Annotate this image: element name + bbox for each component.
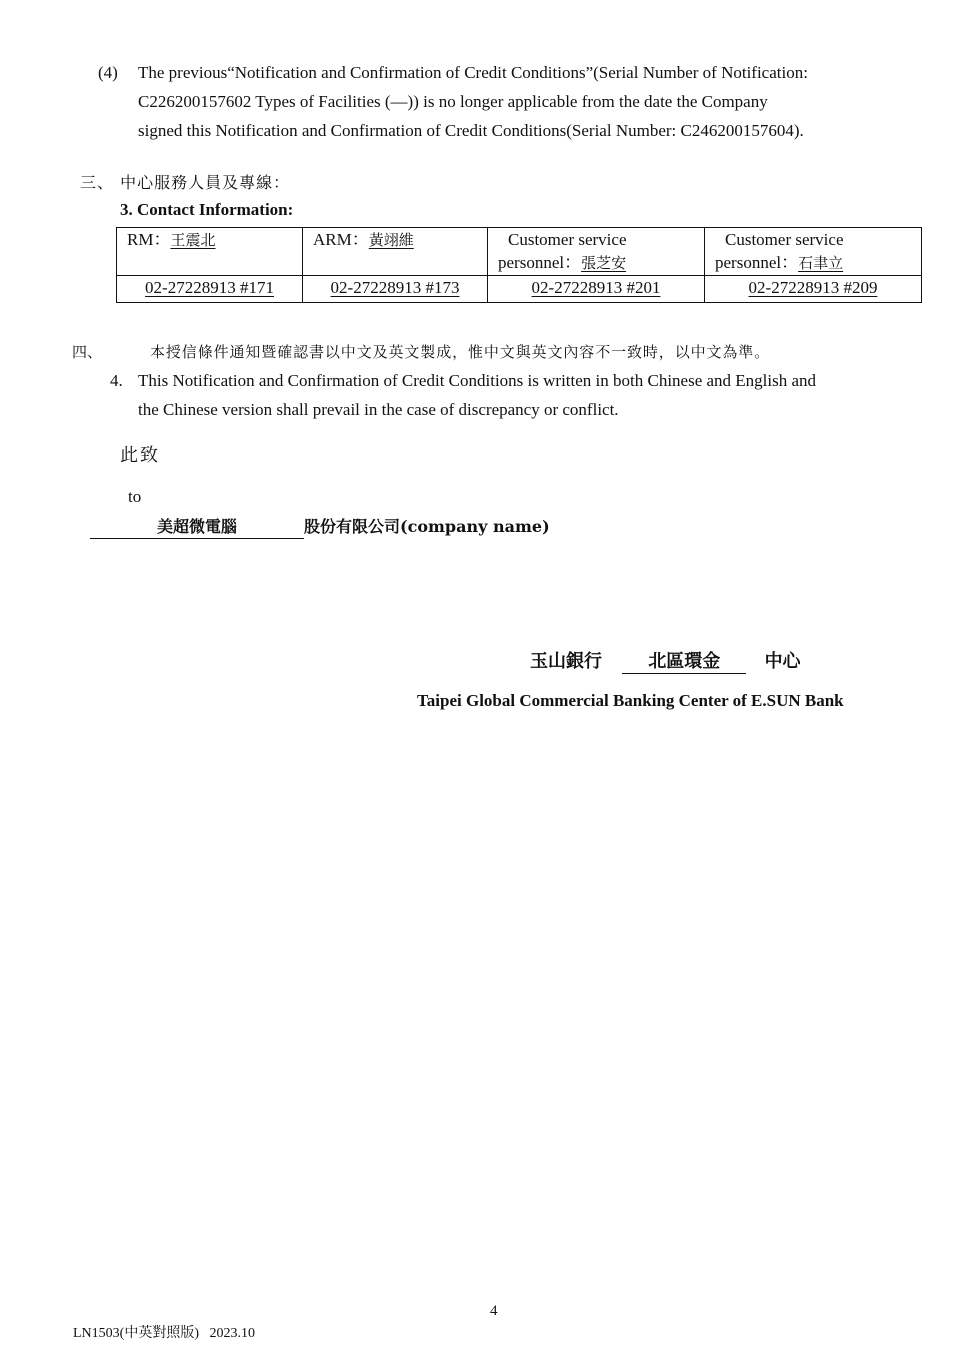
contact-roles-row <box>117 228 922 276</box>
contact-role-rm: RM： <box>127 230 171 249</box>
contact-phone-rm: 02-27228913 #171 <box>117 276 303 303</box>
contact-cell-arm <box>303 228 488 276</box>
section4-zh-text: 本授信條件通知暨確認書以中文及英文製成，惟中文與英文內容不一致時，以中文為準。 <box>150 343 771 361</box>
section3-en-heading: 3. Contact Information: <box>120 200 294 219</box>
section4-en-number: 4. <box>110 371 123 390</box>
signature-zh-line <box>530 647 801 674</box>
form-code: LN1503(中英對照版) 2023.10 <box>73 1326 255 1341</box>
section3-zh-heading: 三、 中心服務人員及專線： <box>80 173 291 192</box>
contact-table <box>116 227 922 303</box>
contact-role-cs2-line1: Customer service <box>725 230 844 249</box>
page-number: 4 <box>490 1303 498 1319</box>
item4-number: (4) <box>98 63 118 82</box>
contact-role-cs2-line2: personnel： <box>715 253 799 272</box>
section4-en-line-2: the Chinese version shall prevail in the case of discrepancy or conflict. <box>138 400 619 419</box>
closing-en: to <box>128 487 142 506</box>
contact-role-cs1-line2: personnel： <box>498 253 582 272</box>
contact-name-cs2: 石聿立 <box>798 254 844 272</box>
center-label-zh: 中心 <box>764 651 801 672</box>
contact-phone-cs2: 02-27228913 #209 <box>705 276 922 303</box>
contact-cell-cs1 <box>488 228 705 276</box>
contact-name-rm: 王震北 <box>170 231 216 249</box>
contact-name-cs1: 張芝安 <box>581 254 627 272</box>
contact-phones-row <box>117 276 922 303</box>
section4-en-line-1: This Notification and Confirmation of Credit Conditions is written in both Chinese and English and <box>138 371 817 390</box>
signature-en: Taipei Global Commercial Banking Center of E.SUN Bank <box>417 691 844 710</box>
item4-line-2: C226200157602 Types of Facilities (—)) is no longer applicable from the date the Company <box>138 92 768 111</box>
bank-name-zh: 玉山銀行 <box>530 651 602 672</box>
item4-line-1: The previous“Notification and Confirmation of Credit Conditions”(Serial Number of Notification: <box>138 63 808 82</box>
item4-text <box>138 58 928 145</box>
contact-cell-rm <box>117 228 303 276</box>
company-name: 美超微電腦 <box>90 516 304 539</box>
center-name-zh: 北區環金 <box>622 651 746 674</box>
contact-role-arm: ARM： <box>313 230 369 249</box>
contact-cell-cs2 <box>705 228 922 276</box>
item4-line-3: signed this Notification and Confirmation of Credit Conditions(Serial Number: C246200157604). <box>138 121 804 140</box>
contact-role-cs1-line1: Customer service <box>508 230 627 249</box>
addressee-line <box>90 514 550 539</box>
contact-phone-arm: 02-27228913 #173 <box>303 276 488 303</box>
company-suffix: 股份有限公司(company name) <box>304 517 550 536</box>
section4-en-text <box>138 366 938 424</box>
contact-phone-cs1: 02-27228913 #201 <box>488 276 705 303</box>
contact-name-arm: 黃翊維 <box>368 231 414 249</box>
section4-zh-marker: 四、 <box>72 343 103 361</box>
closing-zh: 此致 <box>120 445 160 466</box>
